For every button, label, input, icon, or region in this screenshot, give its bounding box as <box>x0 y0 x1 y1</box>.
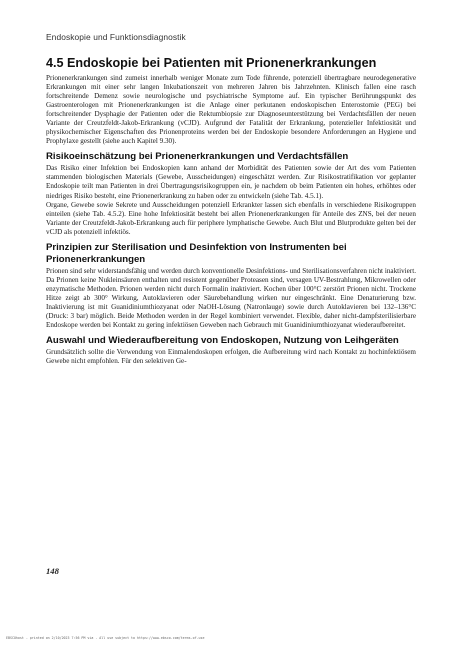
chapter-title: 4.5 Endoskopie bei Patienten mit Prionenerkrankungen <box>46 56 377 70</box>
risk-paragraph-1: Das Risiko einer Infektion bei Endoskopien kann anhand der Morbidität des Patienten sowie der Art des vom Patienten stammenden biologischen Materials (Gewebe, Ausscheidungen) eingeschätzt werden. Zur Risikostratifikation vor geplanter Endoskopie teilt man Patienten in drei Übertragungsrisikogruppen ein, je nachdem ob beim Patienten ein hohes, erhöhtes oder niedriges Risiko besteht, eine Prionenerkrankung zu haben oder zu entwickeln (siehe Tab. 4.5.1). <box>46 164 416 200</box>
sterilisation-paragraph: Prionen sind sehr widerstandsfähig und werden durch konventionelle Desinfektions- und Sterilisationsverfahren nicht inaktiviert. Da Prionen keine Nukleinsäuren enthalten und resistent gegenüber Proteasen sind, versagen UV-Bestrahlung, Mikrowellen oder enzymatische Methoden. Prionen werden nicht durch Formalin inaktiviert. Kochen über 100°C zerstört Prionen nicht. Trockene Hitze zeigt ab 300° Wirkung, Autoklavieren oder Säurebehandlung wirken nur eingeschränkt. Eine Denaturierung bzw. Inaktivierung ist mit Guanidiniumthiozyanat oder NaOH-Lösung (Natronlauge) sowie durch Autoklavieren bei 132–136°C (Druck: 3 bar) möglich. Beide Methoden werden in der Regel kombiniert verwendet. Flexible, daher nicht-dampfsterilisierbare Endoskope werden bei Kontakt zu gering infektiösen Geweben nach Gebrauch mit Guanidiniumthiozyanat wiederaufbereitet. <box>46 266 416 330</box>
page-content <box>46 32 416 366</box>
running-head: Endoskopie und Funktionsdiagnostik <box>46 32 186 42</box>
section-heading-risk: Risikoeinschätzung bei Prionenerkrankungen und Verdachtsfällen <box>46 151 349 163</box>
risk-paragraph-2: Organe, Gewebe sowie Sekrete und Ausscheidungen potenziell Erkrankter lassen sich ebenfalls in verschiedene Risikogruppen einteilen (siehe Tab. 4.5.2). Eine hohe Infektiosität besteht bei allen Prionenerkrankungen für Anteile des ZNS, bei der neuen Variante der Creutzfeldt-Jakob-Erkrankung auch für periphere lymphatische Gewebe. Auch Blut und Blutprodukte gelten bei der vCJD als potenziell infektiös. <box>46 200 416 236</box>
page-number: 148 <box>46 566 59 576</box>
footer-note: EBSCOhost - printed on 2/10/2023 7:56 PM via . All use subject to https://www.ebsco.com/terms-of-use <box>6 636 205 640</box>
section-heading-endoscope-selection: Auswahl und Wiederaufbereitung von Endoskopen, Nutzung von Leihgeräten <box>46 335 399 347</box>
endoscope-selection-paragraph: Grundsätzlich sollte die Verwendung von Einmalendoskopen erfolgen, die Aufbereitung wird nach Kontakt zu hochinfektiösem Gewebe nicht empfohlen. Für den selektiven Ge- <box>46 348 416 366</box>
section-heading-sterilisation: Prinzipien zur Sterilisation und Desinfektion von Instrumenten bei Prionenerkrankungen <box>46 241 347 265</box>
intro-paragraph: Prionenerkrankungen sind zumeist innerhalb weniger Monate zum Tode führende, potenziell übertragbare neurodegenerative Erkrankungen mit einer sehr langen Inkubationszeit von mehreren Jahren bis Jahrzehnten. Klinisch fallen eine rasch fortschreitende Demenz sowie neurologische und psychiatrische Symptome auf. Ein typischer Berührungspunkt des Gastroenterologen mit Prionenerkrankungen ist die Anlage einer perkutanen endoskopischen Enterostomie (PEG) bei fortschreitender Dysphagie der Patienten oder die Rektumbiopsie zur Diagnoseunterstützung bei Verdachtsfällen der neuen Variante der Creutzfeldt-Jakob-Erkrankung (vCJD). Aufgrund der Fatalität der Erkrankung, potenzieller Infektiosität und physikochemischer Eigenschaften des Prionenproteins werden bei der Endoskopie besondere Anforderungen an Hygiene und Prophylaxe gestellt (siehe auch Kapitel 9.30). <box>46 74 416 146</box>
